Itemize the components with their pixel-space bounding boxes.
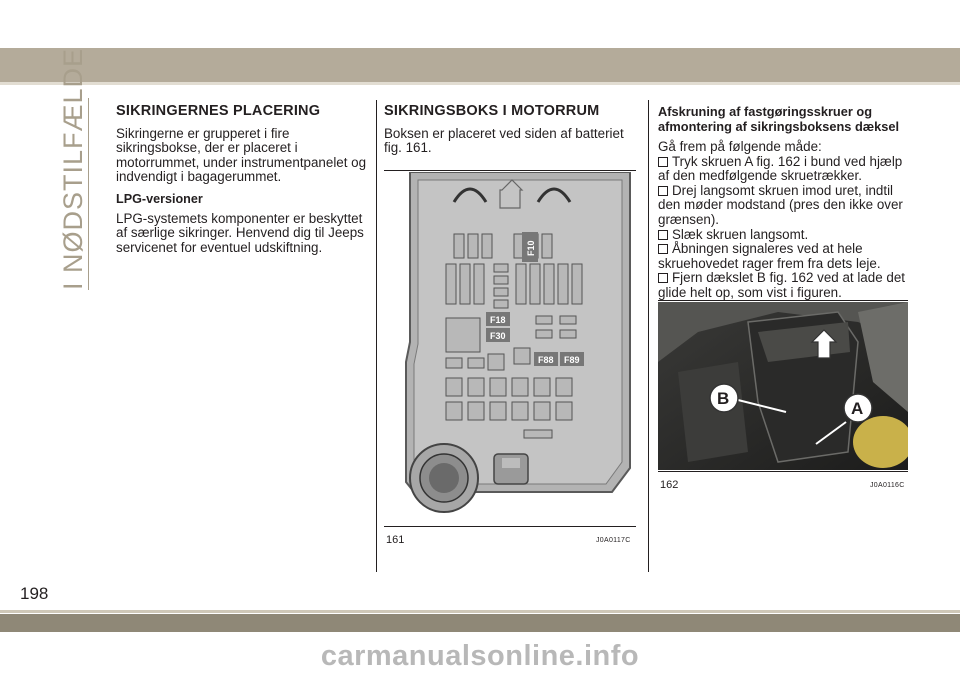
heading-engine-fusebox: SIKRINGSBOKS I MOTORRUM	[384, 103, 600, 119]
checkbox-bullet-icon	[658, 186, 668, 196]
header-band	[0, 48, 960, 82]
step-5	[658, 271, 912, 300]
step-3	[658, 228, 912, 243]
column-divider-1	[376, 100, 377, 572]
section-title-rule	[88, 98, 89, 290]
label-f88: F88	[538, 355, 554, 365]
step-3-text: Slæk skruen langsomt.	[672, 226, 809, 242]
label-f10: F10	[526, 240, 536, 256]
column-fuse-locations	[116, 104, 368, 262]
fusebox-diagram	[384, 172, 636, 524]
checkbox-bullet-icon	[658, 157, 668, 167]
figure-161-top-rule	[384, 170, 636, 171]
engine-bay-photo	[658, 302, 908, 470]
label-f18: F18	[490, 315, 506, 325]
figure-162-code: J0A0116C	[870, 482, 905, 489]
label-f30: F30	[490, 331, 506, 341]
subheading-lpg: LPG-versioner	[116, 191, 203, 206]
paragraph-engine-fusebox: Boksen er placeret ved siden af batteriet fig. 161.	[384, 125, 624, 156]
intro-steps: Gå frem på følgende måde:	[658, 139, 822, 154]
footer-band-rule	[0, 610, 960, 613]
column-unscrew-cover	[658, 104, 912, 301]
step-2-text: Drej langsomt skruen imod uret, indtil den møder modstand (pres den ikke over grænsen).	[658, 182, 903, 227]
page-number: 198	[20, 584, 49, 603]
checkbox-bullet-icon	[658, 244, 668, 254]
callout-b: B	[717, 389, 730, 408]
section-title: I NØDSTILFÆLDE	[58, 47, 88, 290]
heading-fuse-locations: SIKRINGERNES PLACERING	[116, 103, 321, 119]
step-4	[658, 242, 912, 271]
figure-161-code: J0A0117C	[596, 537, 631, 544]
paragraph-lpg: LPG-systemets komponenter er beskyttet af særlige sikringer. Henvend dig til Jeeps servicenet for eventuel udskiftning.	[116, 210, 364, 255]
figure-161-bottom-rule	[384, 526, 636, 527]
column-engine-fusebox	[384, 104, 640, 163]
column-divider-2	[648, 100, 649, 572]
step-5-text: Fjern dækslet B fig. 162 ved at lade det glide helt op, som vist i figuren.	[658, 270, 905, 300]
figure-162-number: 162	[660, 479, 679, 491]
step-2	[658, 184, 912, 228]
watermark-text: carmanualsonline.info	[320, 640, 640, 672]
step-4-text: Åbningen signaleres ved at hele skruehovedet rager frem fra dets leje.	[658, 241, 881, 271]
figure-162-top-rule	[658, 300, 908, 301]
heading-unscrew-cover: Afskruning af fastgøringsskruer og afmontering af sikringsboksens dæksel	[658, 104, 900, 134]
label-f89: F89	[564, 355, 580, 365]
figure-161-number: 161	[386, 534, 405, 546]
paragraph-fuse-locations: Sikringerne er grupperet i fire sikringsbokse, der er placeret i motorrummet, under instrumentpanelet og indvendigt i bagagerummet.	[116, 125, 367, 185]
step-1	[658, 155, 912, 184]
figure-162-bottom-rule	[658, 471, 908, 472]
footer-band	[0, 614, 960, 632]
callout-a: A	[851, 399, 864, 418]
header-band-rule	[0, 82, 960, 85]
checkbox-bullet-icon	[658, 230, 668, 240]
checkbox-bullet-icon	[658, 273, 668, 283]
step-1-text: Tryk skruen A fig. 162 i bund ved hjælp af den medfølgende skruetrækker.	[658, 153, 903, 184]
